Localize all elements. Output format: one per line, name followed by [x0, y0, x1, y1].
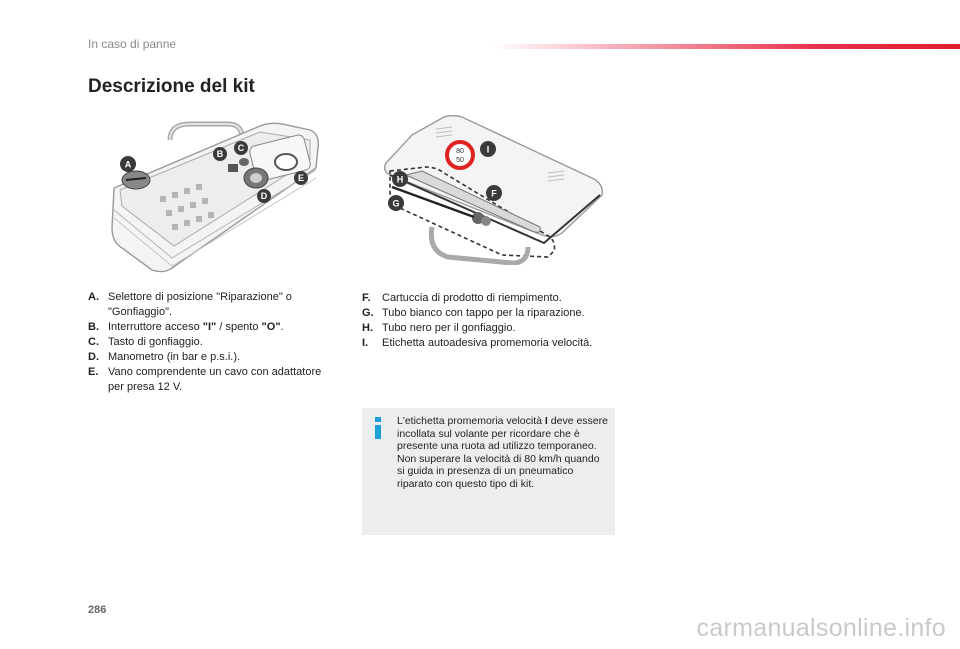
page-title: Descrizione del kit [88, 76, 255, 97]
callout-f: F [491, 188, 497, 199]
section-label: In caso di panne [88, 37, 177, 51]
page-number: 286 [88, 604, 107, 616]
info-paragraph: Non superare la velocità di 80 km/h quando si guida in presenza di un pneumatico riparato con questo tipo di kit. [397, 452, 600, 490]
callout-i: I [486, 144, 490, 155]
list-item: H. Tubo nero per il gonfiaggio. [362, 322, 516, 334]
info-icon [371, 417, 385, 439]
info-note-box [362, 408, 615, 535]
kit-underside-illustration [382, 115, 604, 265]
list-item: F. Cartuccia di prodotto di riempimento. [362, 292, 562, 304]
component-list-left [88, 290, 338, 395]
info-text [397, 415, 609, 491]
header-accent-line [490, 44, 960, 49]
callout-e: E [297, 173, 305, 183]
callout-h: H [396, 174, 404, 185]
list-item: B. Interruttore acceso "I" / spento "O". [88, 321, 284, 333]
callout-b: B [216, 149, 224, 159]
list-item: I. Etichetta autoadesiva promemoria velocità. [362, 337, 593, 349]
info-paragraph: L'etichetta promemoria velocità I deve essere incollata sul volante per ricordare che è presente una ruota ad utilizzo temporaneo. [397, 415, 608, 453]
sticker-top-speed: 80 [456, 148, 464, 155]
list-item: A. Selettore di posizione "Riparazione" o "Gonfiaggio". [88, 291, 292, 318]
callout-c: C [237, 143, 245, 153]
watermark: carmanualsonline.info [696, 614, 946, 642]
list-item: C. Tasto di gonfiaggio. [88, 336, 203, 348]
list-item: D. Manometro (in bar e p.s.i.). [88, 351, 241, 363]
list-item: G. Tubo bianco con tappo per la riparazione. [362, 307, 585, 319]
sticker-bottom-speed: 50 [456, 157, 464, 164]
callout-d: D [260, 191, 268, 201]
list-item: E. Vano comprendente un cavo con adattatore per presa 12 V. [88, 366, 322, 393]
callout-g: G [392, 198, 400, 209]
callout-a: A [124, 159, 132, 170]
component-list-right [362, 291, 622, 351]
compressor-kit-illustration [110, 118, 330, 276]
